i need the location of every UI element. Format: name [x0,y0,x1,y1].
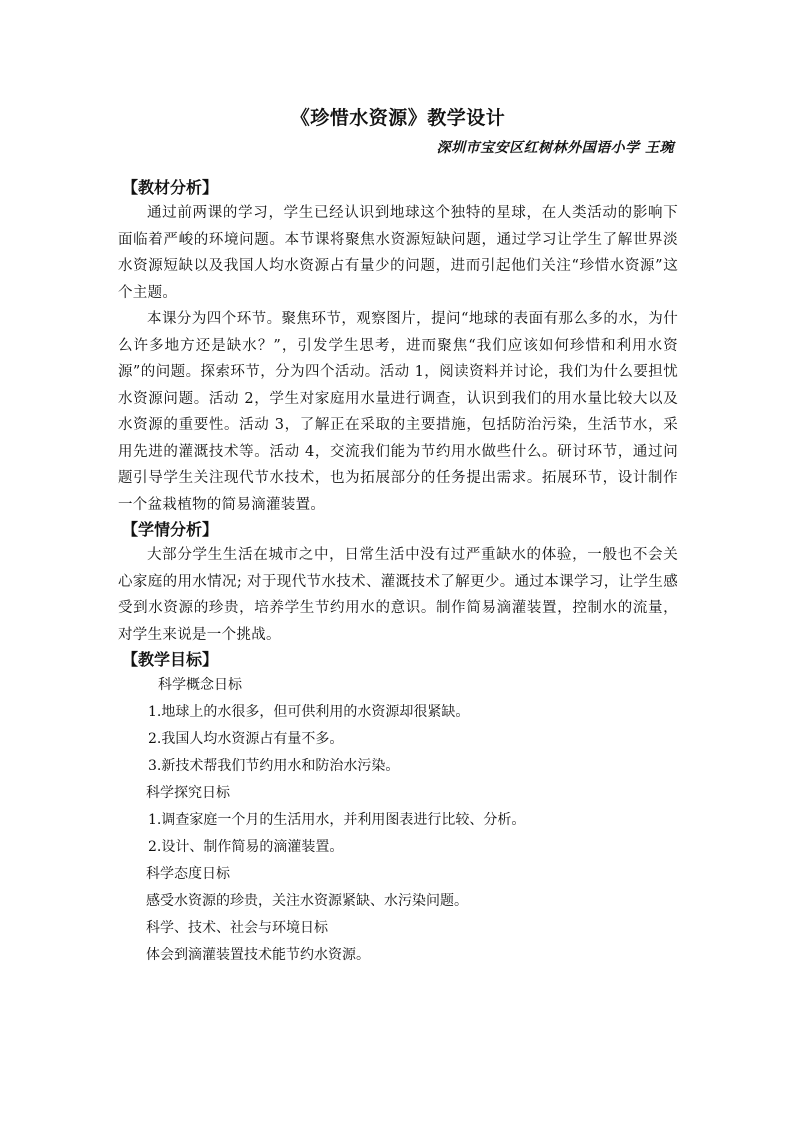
goal-item: 1.地球上的水很多，但可供利用的水资源却很紧缺。 [148,704,470,720]
goal-label-attitude: 科学态度日标 [146,866,230,882]
goal-label-concept: 科学概念日标 [158,677,242,693]
document-page [118,104,678,969]
paragraph: 通过前两课的学习，学生已经认识到地球这个独特的星球，在人类活动的影响下面临着严峻的环境问题。本节课将聚焦水资源短缺问题，通过学习让学生了解世界淡水资源短缺以及我国人均水资源占有量少的问题，进而引起他们关注“珍惜水资源”这个主题。 [118,205,678,301]
section-heading-student-analysis: 【学情分析】 [122,520,219,539]
paragraph: 本课分为四个环节。聚焦环节，观察图片，提问“地球的表面有那么多的水，为什么许多地方还是缺水？”，引发学生思考，进而聚焦“我们应该如何珍惜和利用水资源”的问题。探索环节，分为四个活动。活动 1，阅读资料并讨论，我们为什么要担忧水资源问题。活动 2，学生对家庭用水量进行调查，认识到我们的用水量比较大以及水资源的重要性。活动 3，了解正在采取的主要措施，包括防治污染，生活节水，采用先进的灌溉技术等。活动 4，交流我们能为节约用水做些什么。研讨环节，通过问题引导学生关注现代节水技术，也为拓展部分的任务提出需求。拓展环节，设计制作一个盆栽植物的简易滴灌装置。 [118,311,678,513]
document-title: 《珍惜水资源》教学设计 [290,107,506,129]
goal-item: 2.设计、制作简易的滴灌装置。 [148,839,344,855]
author-line: 深圳市宝安区红树林外国语小学 王琬 [436,140,674,156]
paragraph: 大部分学生生活在城市之中，日常生活中没有过严重缺水的体验，一般也不会关心家庭的用水情况; 对于现代节水技术、灌溉技术了解更少。通过本课学习，让学生感受到水资源的珍贵，培养学生节约用水的意识。制作简易滴灌装置，控制水的流量，对学生来说是一个挑战。 [118,547,678,643]
goal-label-inquiry: 科学探究日标 [146,785,230,801]
goal-item: 2.我国人均水资源占有量不多。 [148,731,344,747]
section-heading-textbook-analysis: 【教材分析】 [122,178,219,197]
section-heading-teaching-goals: 【教学目标】 [122,650,219,669]
goal-label-sts: 科学、技术、社会与环境日标 [146,920,328,936]
goal-text: 体会到滴灌装置技术能节约水资源。 [146,947,370,963]
goal-text: 感受水资源的珍贵，关注水资源紧缺、水污染问题。 [146,893,468,909]
goal-item: 1.调查家庭一个月的生活用水，并利用图表进行比较、分析。 [148,812,526,828]
goal-item: 3.新技术帮我们节约用水和防治水污染。 [148,758,400,774]
